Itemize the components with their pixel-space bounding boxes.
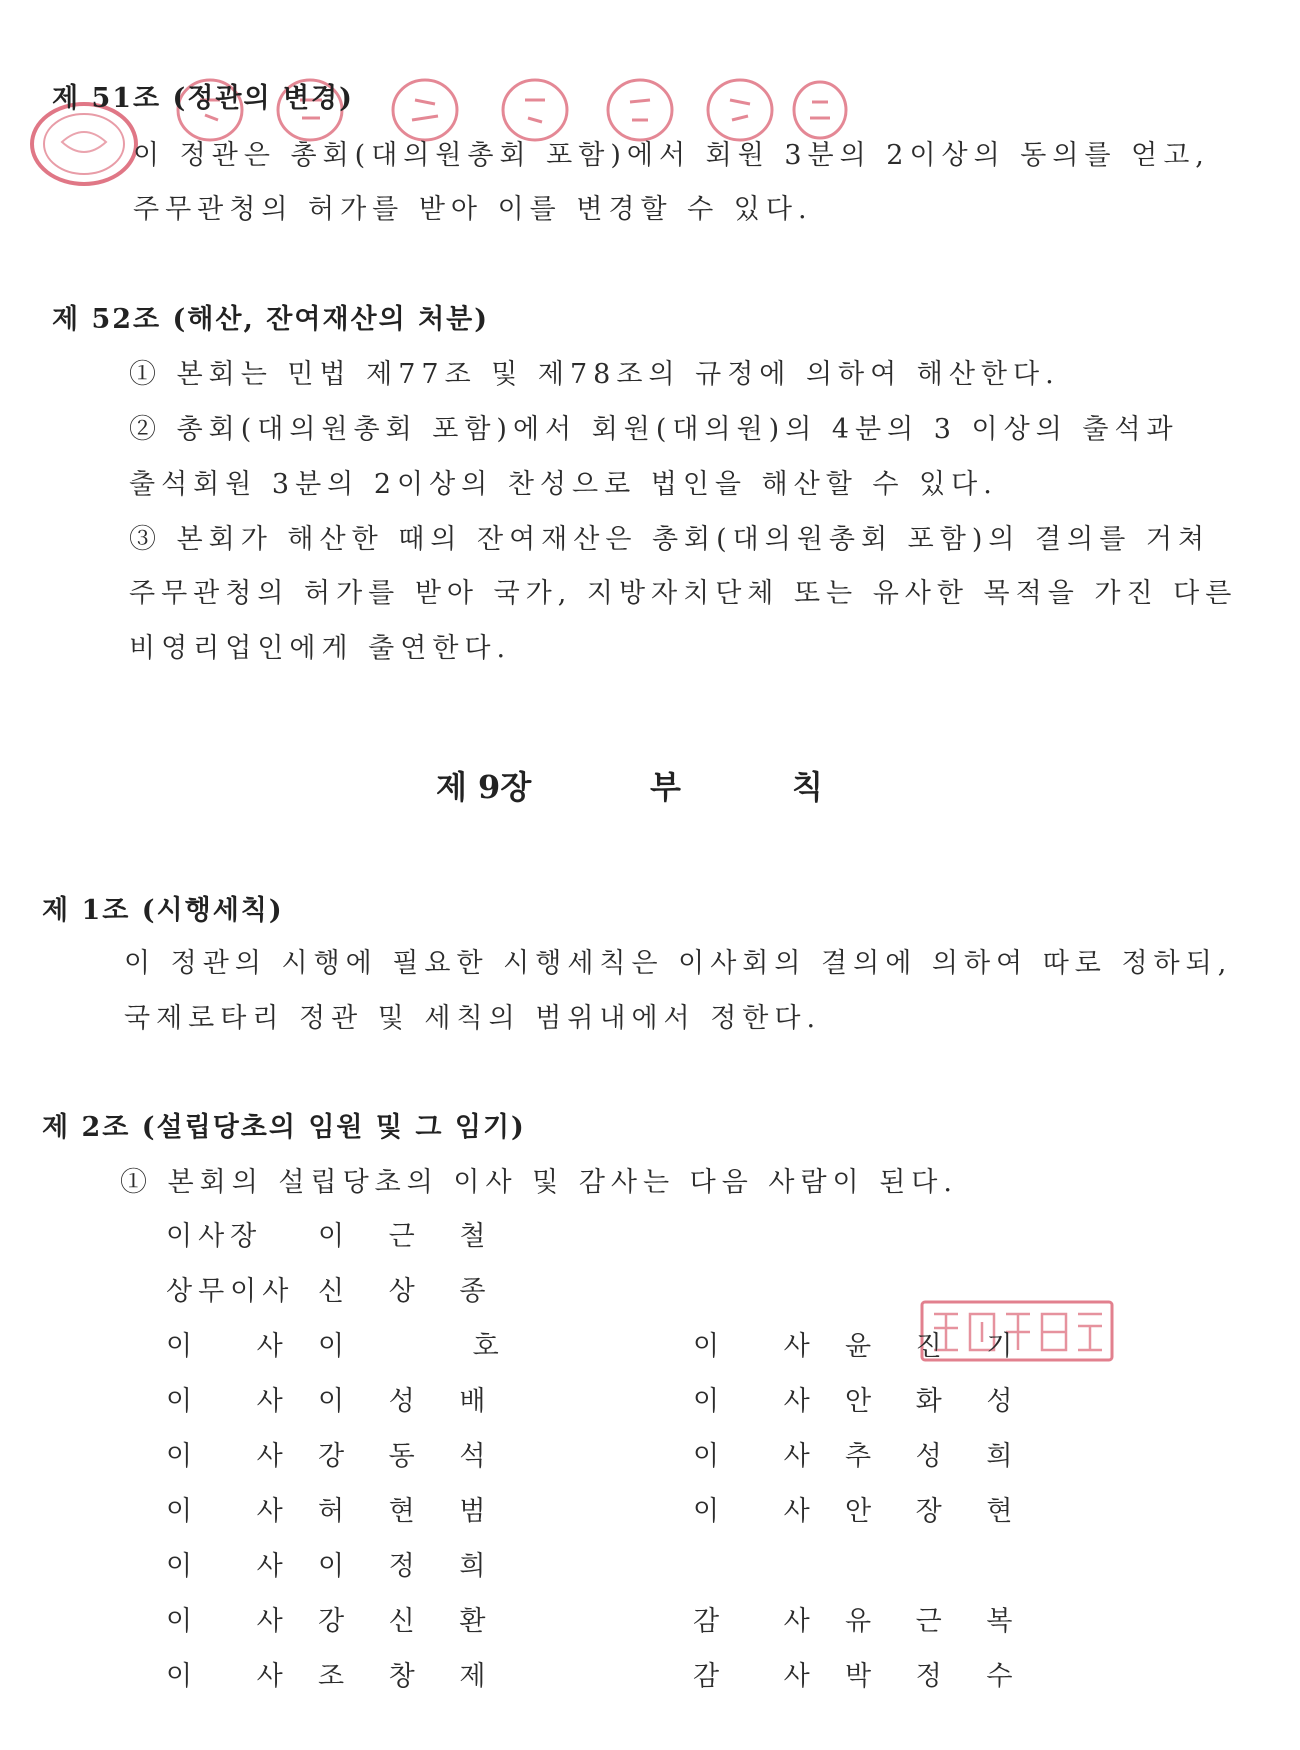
article-52-line-2: ② 총회(대의원총회 포함)에서 회원(대의원)의 4분의 3 이상의 출석과 <box>129 414 1179 445</box>
supp-article-2-heading: 제 2조 (설립당초의 임원 및 그 임기) <box>42 1112 526 1143</box>
officer-role: 이 사 <box>693 1386 838 1417</box>
officer-role: 이 사 <box>166 1661 311 1692</box>
officer-role: 이 사 <box>166 1331 311 1362</box>
officer-name: 안 화 성 <box>845 1386 1031 1417</box>
officer-name: 신 상 종 <box>318 1276 504 1307</box>
officer-role: 이 사 <box>693 1496 838 1527</box>
officer-role: 상무이사 <box>166 1276 295 1307</box>
supp-article-1-heading: 제 1조 (시행세칙) <box>42 895 284 926</box>
officer-name: 추 성 희 <box>845 1441 1031 1472</box>
officer-role: 이 사 <box>166 1386 311 1417</box>
officer-name: 이 근 철 <box>318 1221 504 1252</box>
article-51-heading: 제 51조 (정관의 변경) <box>52 83 354 114</box>
article-52-line-5: 주무관청의 허가를 받아 국가, 지방자치단체 또는 유사한 목적을 가진 다른 <box>129 578 1238 609</box>
officer-role: 이 사 <box>693 1441 838 1472</box>
officer-name: 허 현 범 <box>318 1496 504 1527</box>
officer-role: 감 사 <box>693 1661 838 1692</box>
article-52-line-4: ③ 본회가 해산한 때의 잔여재산은 총회(대의원총회 포함)의 결의를 거쳐 <box>129 524 1211 555</box>
officer-name: 강 동 석 <box>318 1441 504 1472</box>
officer-role: 이 사 <box>693 1331 838 1362</box>
article-52-line-6: 비영리업인에게 출연한다. <box>129 633 512 664</box>
officer-name: 조 창 제 <box>318 1661 504 1692</box>
officer-name: 안 장 현 <box>845 1496 1031 1527</box>
officer-name: 이 호 <box>318 1331 559 1362</box>
officer-role: 이 사 <box>166 1496 311 1527</box>
officer-role: 이사장 <box>166 1221 263 1252</box>
article-51-line-1: 이 정관은 총회(대의원총회 포함)에서 회원 3분의 2이상의 동의를 얻고, <box>133 140 1210 171</box>
officer-role: 이 사 <box>166 1441 311 1472</box>
article-51-line-2: 주무관청의 허가를 받아 이를 변경할 수 있다. <box>133 194 813 225</box>
supp-article-1-line-2: 국제로타리 정관 및 세칙의 범위내에서 정한다. <box>124 1003 822 1034</box>
chapter-title-part-2: 칙 <box>792 768 823 806</box>
officer-name: 유 근 복 <box>845 1606 1031 1637</box>
officer-role: 이 사 <box>166 1606 311 1637</box>
chapter-number: 제 9장 <box>436 768 532 806</box>
officer-name: 이 정 희 <box>318 1551 504 1582</box>
officer-name: 이 성 배 <box>318 1386 504 1417</box>
article-52-heading: 제 52조 (해산, 잔여재산의 처분) <box>52 304 490 335</box>
article-52-line-1: ① 본회는 민법 제77조 및 제78조의 규정에 의하여 해산한다. <box>129 359 1060 390</box>
article-52-line-3: 출석회원 3분의 2이상의 찬성으로 법인을 해산할 수 있다. <box>129 469 998 500</box>
officer-name: 윤 진 기 <box>845 1331 1031 1362</box>
officer-name: 박 정 수 <box>845 1661 1031 1692</box>
officer-role: 이 사 <box>166 1551 311 1582</box>
officer-role: 감 사 <box>693 1606 838 1637</box>
supp-article-1-line-1: 이 정관의 시행에 필요한 시행세칙은 이사회의 결의에 의하여 따로 정하되, <box>124 948 1233 979</box>
supp-article-2-intro: ① 본회의 설립당초의 이사 및 감사는 다음 사람이 된다. <box>120 1167 958 1198</box>
chapter-title-part-1: 부 <box>650 768 681 806</box>
officer-name: 강 신 환 <box>318 1606 504 1637</box>
